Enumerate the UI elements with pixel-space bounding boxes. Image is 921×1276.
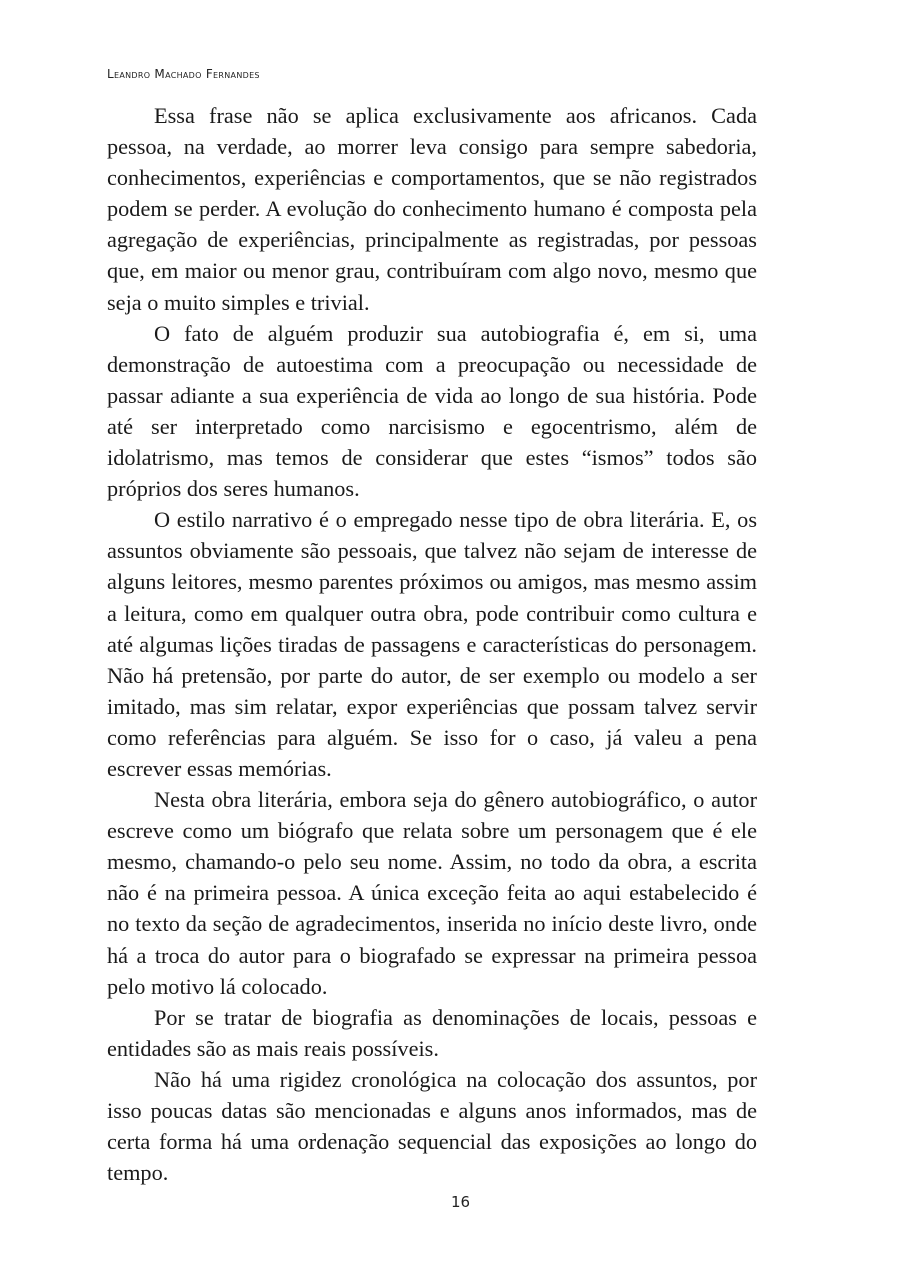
- paragraph-5: Por se tratar de biografia as denominações de locais, pessoas e entidades são as mais reais possíveis.: [107, 1004, 757, 1061]
- page-number: 16: [450, 1193, 471, 1211]
- paragraph-2: O fato de alguém produzir sua autobiografia é, em si, uma demonstração de autoestima com a preocupação ou necessidade de passar adiante a sua experiência de vida ao longo de sua história. Pode até ser interpretado como narcisismo e egocentrismo, além de idolatrismo, mas temos de considerar que estes “ismos” todos são próprios dos seres humanos.: [107, 320, 757, 502]
- body-text: [107, 100, 757, 1188]
- paragraph-6: Não há uma rigidez cronológica na colocação dos assuntos, por isso poucas datas são mencionadas e alguns anos informados, mas de certa forma há uma ordenação sequencial das exposições ao longo do tempo.: [107, 1066, 757, 1186]
- paragraph-3: O estilo narrativo é o empregado nesse tipo de obra literária. E, os assuntos obviamente são pessoais, que talvez não sejam de interesse de alguns leitores, mesmo parentes próximos ou amigos, mas mesmo assim a leitura, como em qualquer outra obra, pode contribuir como cultura e até algumas lições tiradas de passagens e características do personagem. Não há pretensão, por parte do autor, de ser exemplo ou modelo a ser imitado, mas sim relatar, expor experiências que possam talvez servir como referências para alguém. Se isso for o caso, já valeu a pena escrever essas memórias.: [107, 507, 757, 781]
- paragraph-1: Essa frase não se aplica exclusivamente aos africanos. Cada pessoa, na verdade, ao morrer leva consigo para sempre sabedoria, conhecimentos, experiências e comportamentos, que se não registrados podem se perder. A evolução do conhecimento humano é composta pela agregação de experiências, principalmente as registradas, por pessoas que, em maior ou menor grau, contribuíram com algo novo, mesmo que seja o muito simples e trivial.: [107, 103, 757, 315]
- running-header-author: Leandro Machado Fernandes: [107, 67, 260, 81]
- paragraph-4: Nesta obra literária, embora seja do gênero autobiográfico, o autor escreve como um biógrafo que relata sobre um personagem que é ele mesmo, chamando-o pelo seu nome. Assim, no todo da obra, a escrita não é na primeira pessoa. A única exceção feita ao aqui estabelecido é no texto da seção de agradecimentos, inserida no início deste livro, onde há a troca do autor para o biografado se expressar na primeira pessoa pelo motivo lá colocado.: [107, 787, 757, 999]
